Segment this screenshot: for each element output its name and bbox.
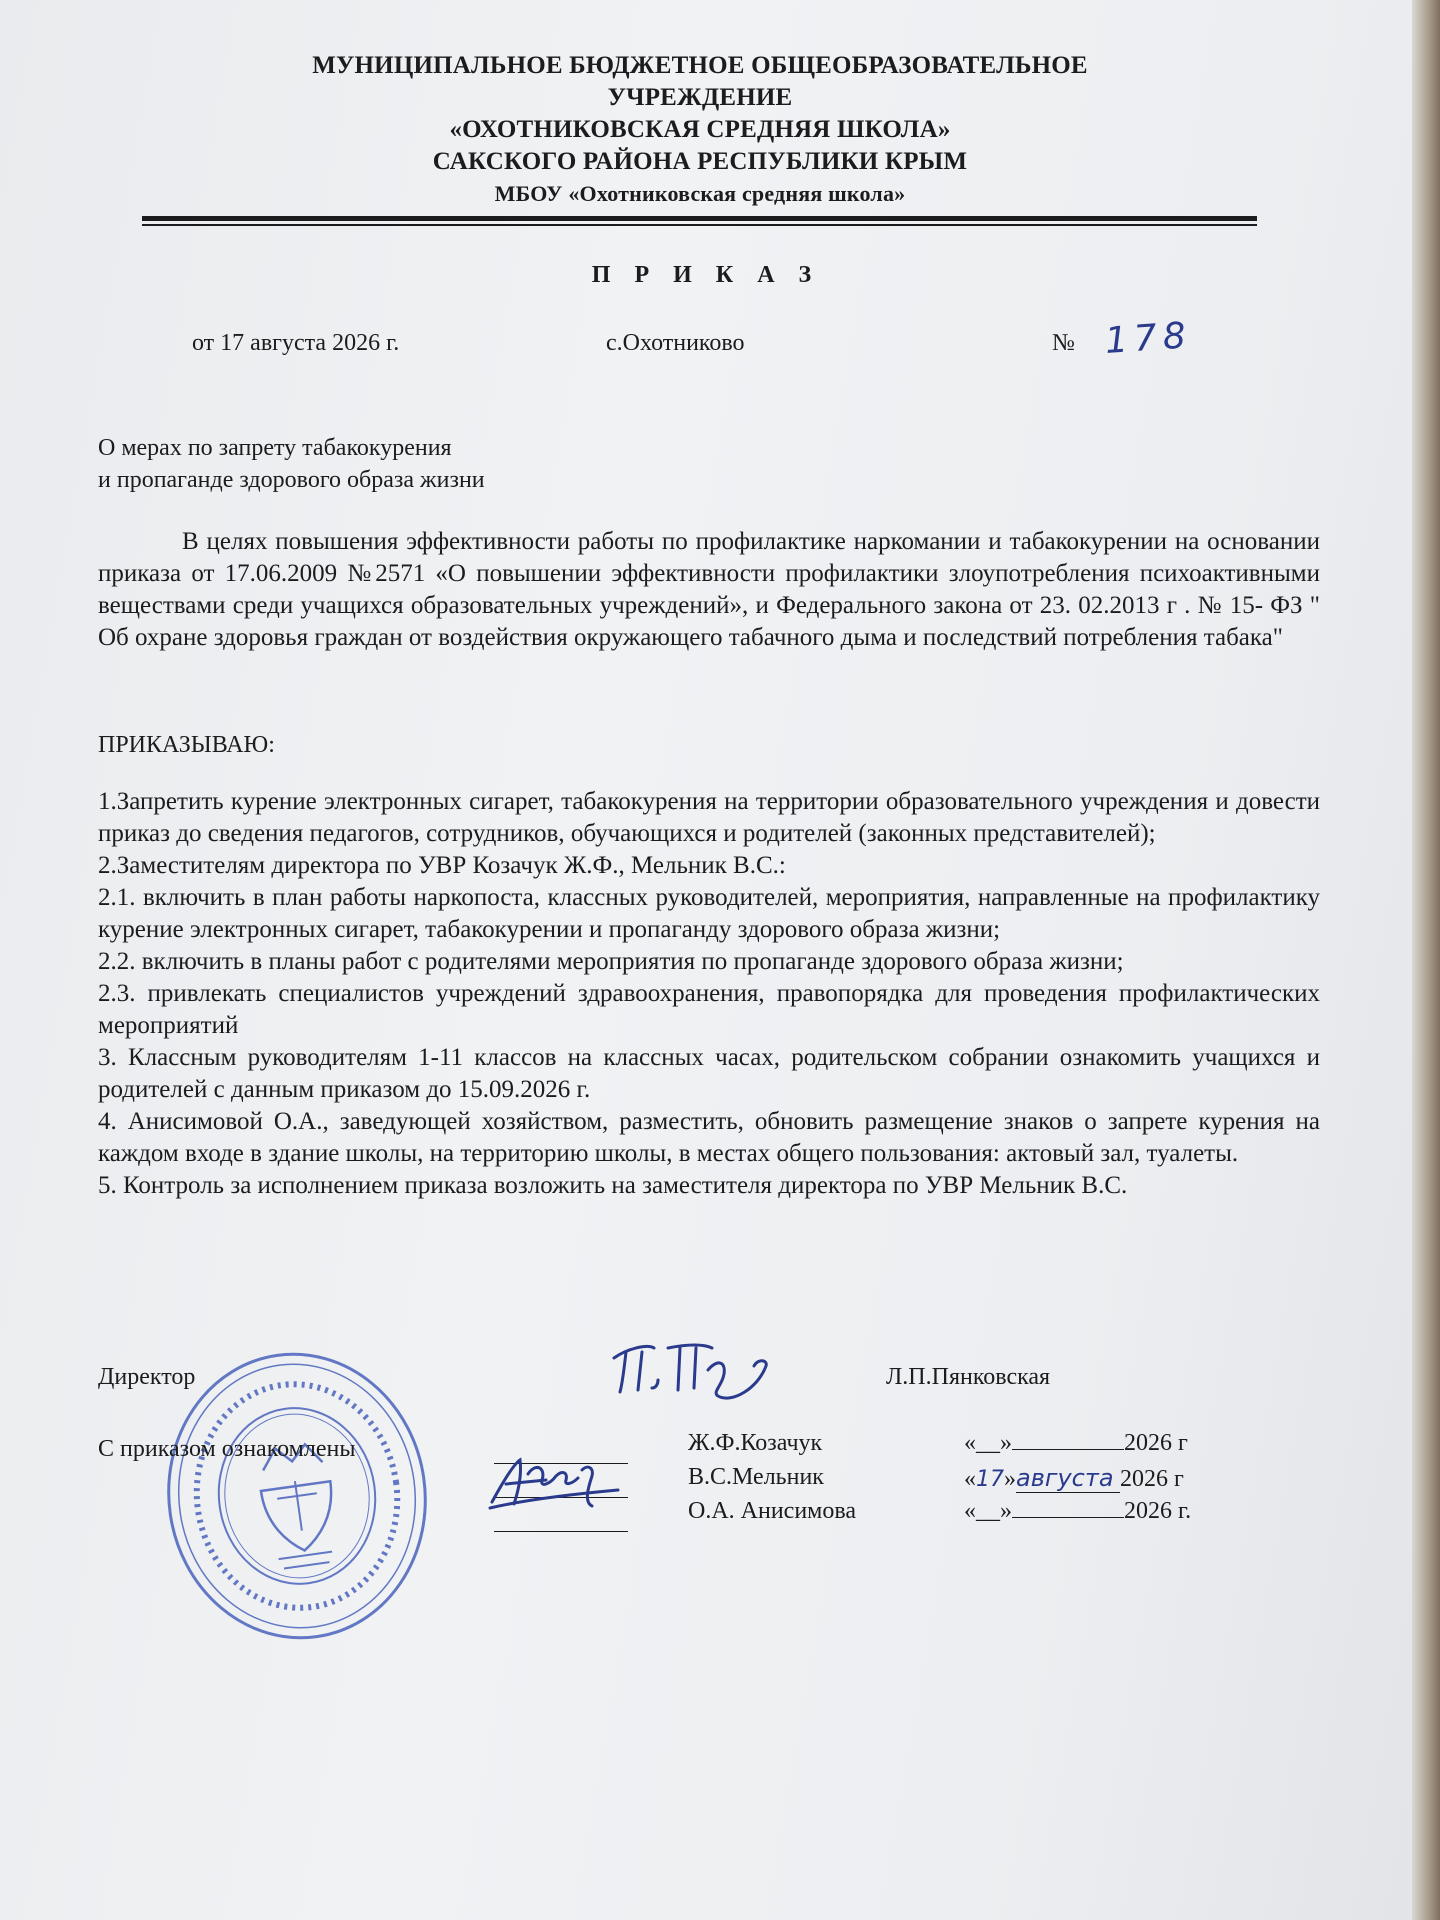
order-number-sign: № <box>1052 330 1075 356</box>
preamble-paragraph: В целях повышения эффективности работы по профилактике наркомании и табакокурении на основании приказа от 17.06.2009 №2571 «О повышении эффективности профилактики злоупотребления психоактивными веществами среди учащихся образовательных учреждений», и Федерального закона от 23. 02.2013 г . № 15- ФЗ " Об охране здоровья граждан от воздействия окружающего табачного дыма и последствий потребления табака" <box>98 528 1320 651</box>
date-day-handwritten: 17 <box>976 1467 1004 1492</box>
date-year: 2026 г <box>1120 1466 1184 1492</box>
order-word: ПРИКАЗЫВАЮ: <box>98 732 275 758</box>
date-year: 2026 г <box>1124 1430 1188 1456</box>
order-item: 2.3. привлекать специалистов учреждений здравоохранения, правопорядка для проведения профилактических мероприятий <box>98 980 1320 1039</box>
background-edge <box>1412 0 1440 1920</box>
order-item: 4. Анисимовой О.А., заведующей хозяйством, разместить, обновить размещение знаков о запрете курения на каждом входе в здание школы, на территорию школы, в местах общего пользования: актовый зал, туалеты. <box>98 1108 1320 1167</box>
letterhead-rule-thin <box>142 224 1257 226</box>
letterhead-rule-thick <box>142 216 1257 221</box>
document-title: П Р И К А З <box>591 262 821 288</box>
letterhead-line-5: МБОУ «Охотниковская средняя школа» <box>494 181 906 206</box>
order-place: с.Охотниково <box>606 330 745 356</box>
letterhead-line-1: МУНИЦИПАЛЬНОЕ БЮДЖЕТНОЕ ОБЩЕОБРАЗОВАТЕЛЬНОЕ <box>312 52 1088 79</box>
date-day-open: « <box>964 1466 976 1492</box>
subject-line-1: О мерах по запрету табакокурения <box>98 435 452 461</box>
date-month-blank <box>1012 1517 1124 1518</box>
letterhead-line-4: САКСКОГО РАЙОНА РЕСПУБЛИКИ КРЫМ <box>432 148 968 175</box>
letterhead-line-2: УЧРЕЖДЕНИЕ <box>607 84 793 111</box>
date-day: «__» <box>964 1498 1012 1524</box>
order-items <box>98 786 1320 1202</box>
order-item: 1.Запретить курение электронных сигарет, табакокурения на территории образовательного учреждения и довести приказ до сведения педагогов, сотрудников, обучающихся и родителей (законных представителей); <box>98 788 1320 847</box>
date-day: «__» <box>964 1430 1012 1456</box>
acquainted-date: «17»августа 2026 г <box>964 1464 1184 1492</box>
acquainted-date <box>964 1430 1188 1457</box>
acquainted-name: В.С.Мельник <box>688 1464 824 1490</box>
acquainted-name: Ж.Ф.Козачук <box>688 1430 823 1456</box>
order-item: 2.2. включить в планы работ с родителями мероприятия по пропаганде здорового образа жизни; <box>98 948 1124 975</box>
acquainted-date <box>964 1498 1191 1525</box>
director-name: Л.П.Пянковская <box>886 1364 1051 1390</box>
order-number-handwritten: 178 <box>1103 315 1194 362</box>
date-month-handwritten: августа <box>1016 1464 1120 1493</box>
director-signature-icon <box>608 1330 778 1410</box>
order-item: 2.1. включить в план работы наркопоста, классных руководителей, мероприятия, направленные на профилактику курение электронных сигарет, табакокурении и пропаганду здорового образа жизни; <box>98 884 1320 943</box>
letterhead <box>140 50 1260 210</box>
director-label: Директор <box>98 1364 196 1390</box>
subject-line-2: и пропаганде здорового образа жизни <box>98 467 485 493</box>
order-item: 2.Заместителям директора по УВР Козачук Ж.Ф., Мельник В.С.: <box>98 852 786 879</box>
letterhead-line-3: «ОХОТНИКОВСКАЯ СРЕДНЯЯ ШКОЛА» <box>449 116 951 143</box>
signature-line <box>494 1531 628 1532</box>
order-item: 5. Контроль за исполнением приказа возложить на заместителя директора по УВР Мельник В.С. <box>98 1172 1128 1199</box>
acquainted-label: С приказом ознакомлены <box>98 1436 356 1462</box>
order-item: 3. Классным руководителям 1-11 классов на классных часах, родительском собрании ознакомить учащихся и родителей с данным приказом до 15.09.2026 г. <box>98 1044 1320 1103</box>
melnik-signature-icon <box>484 1440 634 1520</box>
acquainted-name: О.А. Анисимова <box>688 1498 857 1524</box>
order-subject <box>98 432 485 496</box>
order-date: от 17 августа 2026 г. <box>192 330 400 356</box>
date-month-blank <box>1012 1449 1124 1450</box>
date-year: 2026 г. <box>1124 1498 1192 1524</box>
